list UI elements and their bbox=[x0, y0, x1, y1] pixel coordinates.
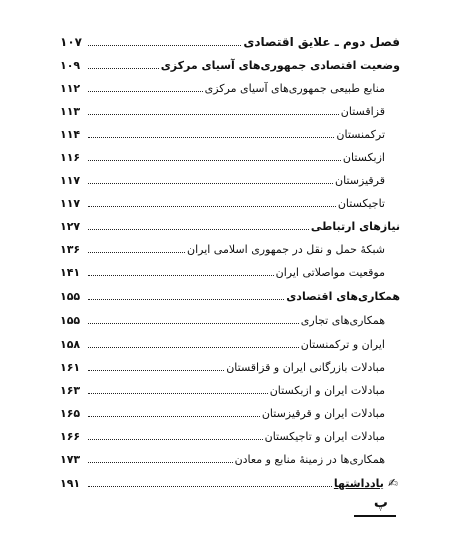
dot-leader bbox=[88, 275, 274, 276]
toc-entry-row[interactable] bbox=[60, 243, 385, 263]
toc-entry-row[interactable] bbox=[60, 314, 385, 334]
toc-entry-row[interactable] bbox=[60, 128, 385, 148]
section-title: وضعیت اقتصادی جمهوری‌های آسیای مرکزی bbox=[160, 59, 400, 72]
dot-leader bbox=[88, 114, 339, 115]
toc-entry-row[interactable] bbox=[60, 82, 385, 102]
page-number: ۱۵۵ bbox=[60, 290, 81, 303]
section-title: نیازهای ارتباطی bbox=[310, 220, 400, 233]
page-number: ۱۱۴ bbox=[60, 128, 81, 141]
dot-leader bbox=[88, 137, 334, 138]
entry-title: منابع طبیعی جمهوری‌های آسیای مرکزی bbox=[204, 82, 385, 95]
dot-leader bbox=[88, 229, 309, 230]
page-number: ۱۶۱ bbox=[60, 361, 81, 374]
toc-section-row[interactable] bbox=[60, 290, 400, 310]
page-number: ۱۱۷ bbox=[60, 174, 81, 187]
page-number: ۱۶۳ bbox=[60, 384, 81, 397]
toc-entry-row[interactable] bbox=[60, 174, 385, 194]
toc-entry-row[interactable] bbox=[60, 151, 385, 171]
folio-rule bbox=[354, 515, 396, 517]
section-title: همکاری‌های اقتصادی bbox=[286, 290, 400, 303]
entry-title: مبادلات بازرگانی ایران و قزاقستان bbox=[226, 361, 385, 374]
entry-title: ترکمنستان bbox=[336, 128, 385, 141]
page-number: ۱۷۳ bbox=[60, 453, 81, 466]
toc-entry-row[interactable] bbox=[60, 338, 385, 358]
entry-title: همکاری‌ها در زمینهٔ منابع و معادن bbox=[234, 453, 385, 466]
page-number: ۱۱۳ bbox=[60, 105, 81, 118]
page-number: ۱۱۶ bbox=[60, 151, 81, 164]
entry-title: شبکهٔ حمل و نقل در جمهوری اسلامی ایران bbox=[186, 243, 385, 256]
page-number: ۱۶۶ bbox=[60, 430, 81, 443]
writing-hand-icon: ✍ bbox=[387, 476, 398, 490]
dot-leader bbox=[88, 160, 341, 161]
entry-title: موقعیت مواصلاتی ایران bbox=[275, 266, 385, 279]
entry-title: همکاری‌های تجاری bbox=[300, 314, 385, 327]
toc-chapter-row[interactable] bbox=[60, 35, 400, 55]
entry-title: مبادلات ایران و ازبکستان bbox=[269, 384, 385, 397]
entry-title: مبادلات ایران و قرقیزستان bbox=[261, 407, 385, 420]
toc-entry-row[interactable] bbox=[60, 407, 385, 427]
dot-leader bbox=[88, 183, 333, 184]
page-number: ۱۳۶ bbox=[60, 243, 81, 256]
page-number: ۱۶۵ bbox=[60, 407, 81, 420]
entry-title: قزاقستان bbox=[340, 105, 385, 118]
entry-title: تاجیکستان bbox=[337, 197, 385, 210]
dot-leader bbox=[88, 416, 260, 417]
page-number: ۱۰۷ bbox=[60, 35, 82, 49]
dot-leader bbox=[88, 45, 241, 46]
chapter-title: فصل دوم ـ علایق اقتصادی bbox=[243, 35, 400, 49]
page-number: ۱۱۷ bbox=[60, 197, 81, 210]
dot-leader bbox=[88, 347, 299, 348]
entry-title: مبادلات ایران و تاجیکستان bbox=[264, 430, 385, 443]
toc-entry-row[interactable] bbox=[60, 266, 385, 286]
toc-section-row[interactable] bbox=[60, 59, 400, 79]
toc-entry-row[interactable] bbox=[60, 384, 385, 404]
dot-leader bbox=[88, 486, 332, 487]
page-number: ۱۲۷ bbox=[60, 220, 81, 233]
toc-entry-row[interactable] bbox=[60, 197, 385, 217]
page-number: ۱۵۵ bbox=[60, 314, 81, 327]
dot-leader bbox=[88, 462, 233, 463]
dot-leader bbox=[88, 323, 299, 324]
page-number: ۱۹۱ bbox=[60, 477, 81, 490]
dot-leader bbox=[88, 206, 336, 207]
page-number: ۱۰۹ bbox=[60, 59, 81, 72]
page-folio: پ bbox=[373, 495, 388, 511]
entry-title: ازبکستان bbox=[342, 151, 385, 164]
dot-leader bbox=[88, 68, 159, 69]
page-number: ۱۵۸ bbox=[60, 338, 81, 351]
page-number: ۱۴۱ bbox=[60, 266, 81, 279]
dot-leader bbox=[88, 439, 263, 440]
toc-notes-row[interactable] bbox=[60, 476, 398, 496]
dot-leader bbox=[88, 299, 284, 300]
toc-entry-row[interactable] bbox=[60, 361, 385, 381]
toc-section-row[interactable] bbox=[60, 220, 400, 240]
entry-title: ایران و ترکمنستان bbox=[300, 338, 385, 351]
toc-entry-row[interactable] bbox=[60, 105, 385, 125]
notes-title: یادداشتها bbox=[333, 477, 384, 490]
toc-entry-row[interactable] bbox=[60, 453, 385, 473]
page-number: ۱۱۲ bbox=[60, 82, 81, 95]
entry-title: قرقیزستان bbox=[335, 174, 385, 187]
dot-leader bbox=[88, 91, 203, 92]
dot-leader bbox=[88, 370, 224, 371]
dot-leader bbox=[88, 393, 268, 394]
dot-leader bbox=[88, 252, 185, 253]
toc-entry-row[interactable] bbox=[60, 430, 385, 450]
